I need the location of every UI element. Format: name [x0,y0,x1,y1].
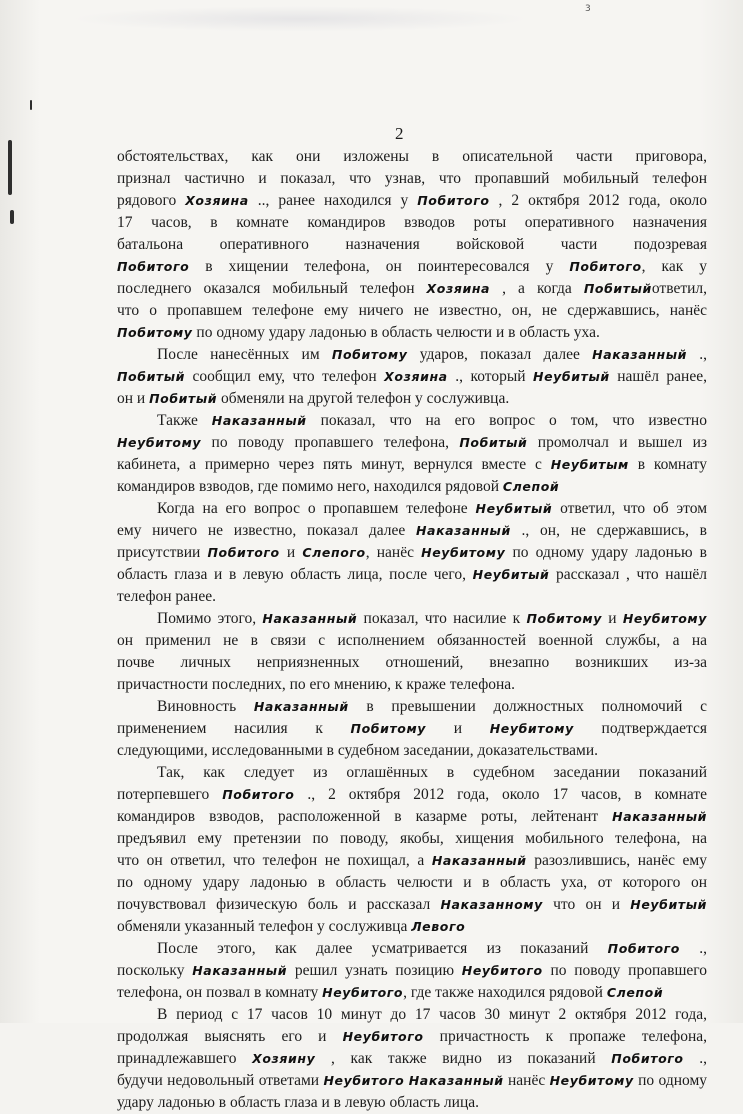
handwritten-name: Неубитого [323,1073,405,1088]
line-text: ., он, не сдержавшись, в [510,522,707,539]
handwritten-name: Наказанный [211,413,307,428]
handwritten-name: Наказанный [253,699,349,714]
line-text: последнего оказался мобильный телефон [117,280,427,297]
line-text: ., [683,1050,707,1067]
line-text: по одному удару ладонью в область челюсти и в область уха, от которого он [117,874,707,891]
text-line [117,300,707,322]
line-text: ., [687,346,707,363]
line-text: телефона, он позвал в комнату [117,984,323,1001]
line-text: нанёс [503,1072,550,1089]
handwritten-name: Побитому [526,611,602,626]
line-text: рассказал , что нашёл [549,566,708,583]
text-line [117,982,707,1004]
handwritten-name: Наказанный [408,1073,504,1088]
line-text: по поводу пропавшего телефона, [201,434,460,451]
line-text: что он и [542,896,631,913]
handwritten-name: Неубитый [475,501,553,516]
text-line [117,1092,707,1114]
line-text: Помимо этого, [157,610,263,627]
line-text: , нанёс [365,544,422,561]
text-line [117,168,707,190]
line-text: Когда на его вопрос о пропавшем телефоне [157,500,476,517]
line-text: Также [157,412,212,429]
text-line [117,938,707,960]
text-line [117,894,707,916]
text-line [117,784,707,806]
line-text: После нанесённых им [157,346,332,363]
line-text: Виновность [157,698,254,715]
handwritten-name: Наказанный [592,347,687,362]
text-line [117,674,707,696]
line-text: и [602,610,623,627]
scan-edge-mark [10,210,14,224]
line-text: потерпевшего [117,786,223,803]
line-text: ударов, показал далее [407,346,593,363]
line-text: 17 часов, в комнате командиров взводов роты оперативного назначения [117,214,707,231]
scan-edge-mark [8,140,12,195]
line-text: по одному удару ладонью в область челюсти и в область уха. [192,324,600,341]
handwritten-name: Побитого [117,259,190,274]
line-text: ему ничего не известно, показал далее [117,522,416,539]
text-line [117,190,707,212]
handwritten-name: Наказанный [192,963,288,978]
text-line [117,256,707,278]
handwritten-name: Побитому [350,721,427,736]
text-line [117,542,707,564]
text-line [117,366,707,388]
text-line [117,806,707,828]
text-line [117,718,707,740]
line-text: промолчал и вышел из [527,434,707,451]
handwritten-name: Побитому [331,347,408,362]
line-text: и [279,544,303,561]
line-text: применением насилия к [117,720,351,737]
line-text: он и [117,390,150,407]
scan-edge-mark [30,100,32,110]
line-text: В период с 17 часов 10 минут до 17 часов 30 минут 2 октября 2012 года, [157,1006,707,1023]
line-text: причастность к пропаже телефона, [423,1028,707,1045]
text-line [117,212,707,234]
line-text: следующими, исследованными в судебном заседании, доказательствами. [117,742,599,759]
handwritten-name: Хозяину [252,1051,316,1066]
handwritten-name: Неубитому [421,545,506,560]
document-body [117,146,707,1114]
handwritten-name: Побитый [583,281,652,296]
handwritten-name: Неубитым [550,457,629,472]
text-line [117,564,707,586]
handwritten-name: Слепого [302,545,366,560]
line-text: по одному удару ладонью в [505,544,707,561]
handwritten-name: Хозяина [426,281,491,296]
line-text: и [426,720,490,737]
text-line [117,278,707,300]
line-text: по поводу пропавшего [542,962,707,979]
line-text: в хищении телефона, он поинтересовался у [189,258,570,275]
line-text: ., который [447,368,534,385]
text-line [117,828,707,850]
handwritten-name: Побитого [207,545,280,560]
line-text: показал, что на его вопрос о том, что известно [306,412,707,429]
handwritten-name: Хозяина [185,193,249,208]
line-text: подтверждается [573,720,707,737]
line-text: , где также находился рядовой [403,984,607,1001]
line-text: что о пропавшем телефоне ему ничего не известно, он, не сдержавшись, нанёс [117,302,707,319]
handwritten-name: Наказанный [431,853,527,868]
text-line [117,146,707,168]
text-line [117,432,707,454]
line-text: , как также видно из показаний [315,1050,612,1067]
line-text: , как у [641,258,707,275]
text-line [117,586,707,608]
line-text: Так, как следует из оглашённых в судебном заседании показаний [157,764,707,781]
line-text: После этого, как далее усматривается из показаний [157,940,608,957]
handwritten-name: Побитого [222,787,295,802]
handwritten-name: Левого [411,919,466,934]
text-line [117,476,707,498]
corner-mark: 3 [585,4,591,14]
line-text: телефон ранее. [117,588,216,605]
page-number: 2 [395,124,404,143]
handwritten-name: Наказанный [612,809,707,824]
handwritten-name: Неубитому [117,435,202,450]
line-text: в превышении должностных полномочий с [348,698,707,715]
handwritten-name: Слепой [606,985,664,1000]
handwritten-name: Хозяина [384,369,448,384]
line-text: ответил, что об этом [552,500,707,517]
line-text: командиров взводов, расположенной в казарме роты, лейтенант [117,808,613,825]
line-text: , 2 октября 2012 года, около [489,192,708,209]
line-text: принадлежавшего [117,1050,253,1067]
line-text: предъявил ему претензии по поводу, якобы, хищения мобильного телефона, на [117,830,707,847]
text-line [117,322,707,344]
scan-smudge [70,6,530,32]
text-line [117,454,707,476]
handwritten-name: Слепой [502,479,560,494]
line-text: признал частично и показал, что узнав, что пропавший мобильный телефон [117,170,707,187]
line-text: , а когда [490,280,584,297]
line-text: что он ответил, что телефон не похищал, а [117,852,432,869]
handwritten-name: Наказанный [415,523,511,538]
text-line [117,410,707,432]
line-text: почве личных неприязненных отношений, внезапно возникших из-за [117,654,707,671]
text-line [117,916,707,938]
handwritten-name: Побитый [459,435,528,450]
line-text: ., 2 октября 2012 года, около 17 часов, в комнате [294,786,707,803]
handwritten-name: Наказанный [262,611,358,626]
line-text: в комнату [628,456,707,473]
text-line [117,872,707,894]
line-text: сообщил ему, что телефон [185,368,385,385]
handwritten-name: Неубитому [489,721,574,736]
line-text: обменяли указанный телефон у сослуживца [117,918,412,935]
text-line [117,740,707,762]
line-text: командиров взводов, где помимо него, находился рядовой [117,478,503,495]
handwritten-name: Неубитый [630,897,707,912]
line-text: разозлившись, нанёс ему [526,852,707,869]
line-text: будучи недовольный ответами [117,1072,324,1089]
line-text: удару ладонью в область глаза и в левую область лица. [117,1094,480,1111]
text-line [117,960,707,982]
line-text: причастности последних, по его мнению, к краже телефона. [117,676,516,693]
handwritten-name: Побитый [117,369,186,384]
handwritten-name: Побитого [569,259,642,274]
text-line [117,608,707,630]
text-line [117,762,707,784]
handwritten-name: Неубитому [622,611,708,626]
line-text: батальона оперативного назначения войсковой части подозревая [117,236,707,253]
text-line [117,652,707,674]
text-line [117,1026,707,1048]
line-text: ., [679,940,708,957]
handwritten-name: Неубитый [533,369,610,384]
line-text: обменяли на другой телефон у сослуживца. [217,390,510,407]
handwritten-name: Неубитому [549,1073,634,1088]
text-line [117,1070,707,1092]
line-text: решил узнать позицию [287,962,462,979]
text-line [117,630,707,652]
line-text: поскольку [117,962,193,979]
handwritten-name: Наказанному [440,897,543,912]
handwritten-name: Побитый [149,391,218,406]
handwritten-name: Побитого [417,193,490,208]
text-line [117,1048,707,1070]
handwritten-name: Неубитого [342,1029,424,1044]
line-text: по одному [633,1072,708,1089]
line-text: рядового [117,192,186,209]
line-text: показал, что насилие к [357,610,527,627]
line-text: обстоятельствах, как они изложены в описательной части приговора, [117,148,707,165]
handwritten-name: Неубитый [472,567,550,582]
line-text: .., ранее находился у [248,192,418,209]
handwritten-name: Побитому [117,325,193,340]
text-line [117,388,707,410]
handwritten-name: Побитого [611,1051,684,1066]
line-text: область глаза и в левую область лица, после чего, [117,566,473,583]
line-text: он применил не в связи с исполнением обязанностей военной службы, а на [117,632,707,649]
line-text: нашёл ранее, [609,368,707,385]
line-text: кабинета, а примерно через пять минут, вернулся вместе с [117,456,551,473]
text-line [117,520,707,542]
line-text: ответил, [651,280,707,297]
text-line [117,234,707,256]
text-line [117,498,707,520]
line-text: продолжая выяснять его и [117,1028,343,1045]
handwritten-name: Побитого [607,941,680,956]
line-text: присутствии [117,544,208,561]
handwritten-name: Неубитого [322,985,404,1000]
text-line [117,696,707,718]
line-text: почувствовал физическую боль и рассказал [117,896,441,913]
text-line [117,344,707,366]
text-line [117,850,707,872]
handwritten-name: Неубитого [461,963,543,978]
